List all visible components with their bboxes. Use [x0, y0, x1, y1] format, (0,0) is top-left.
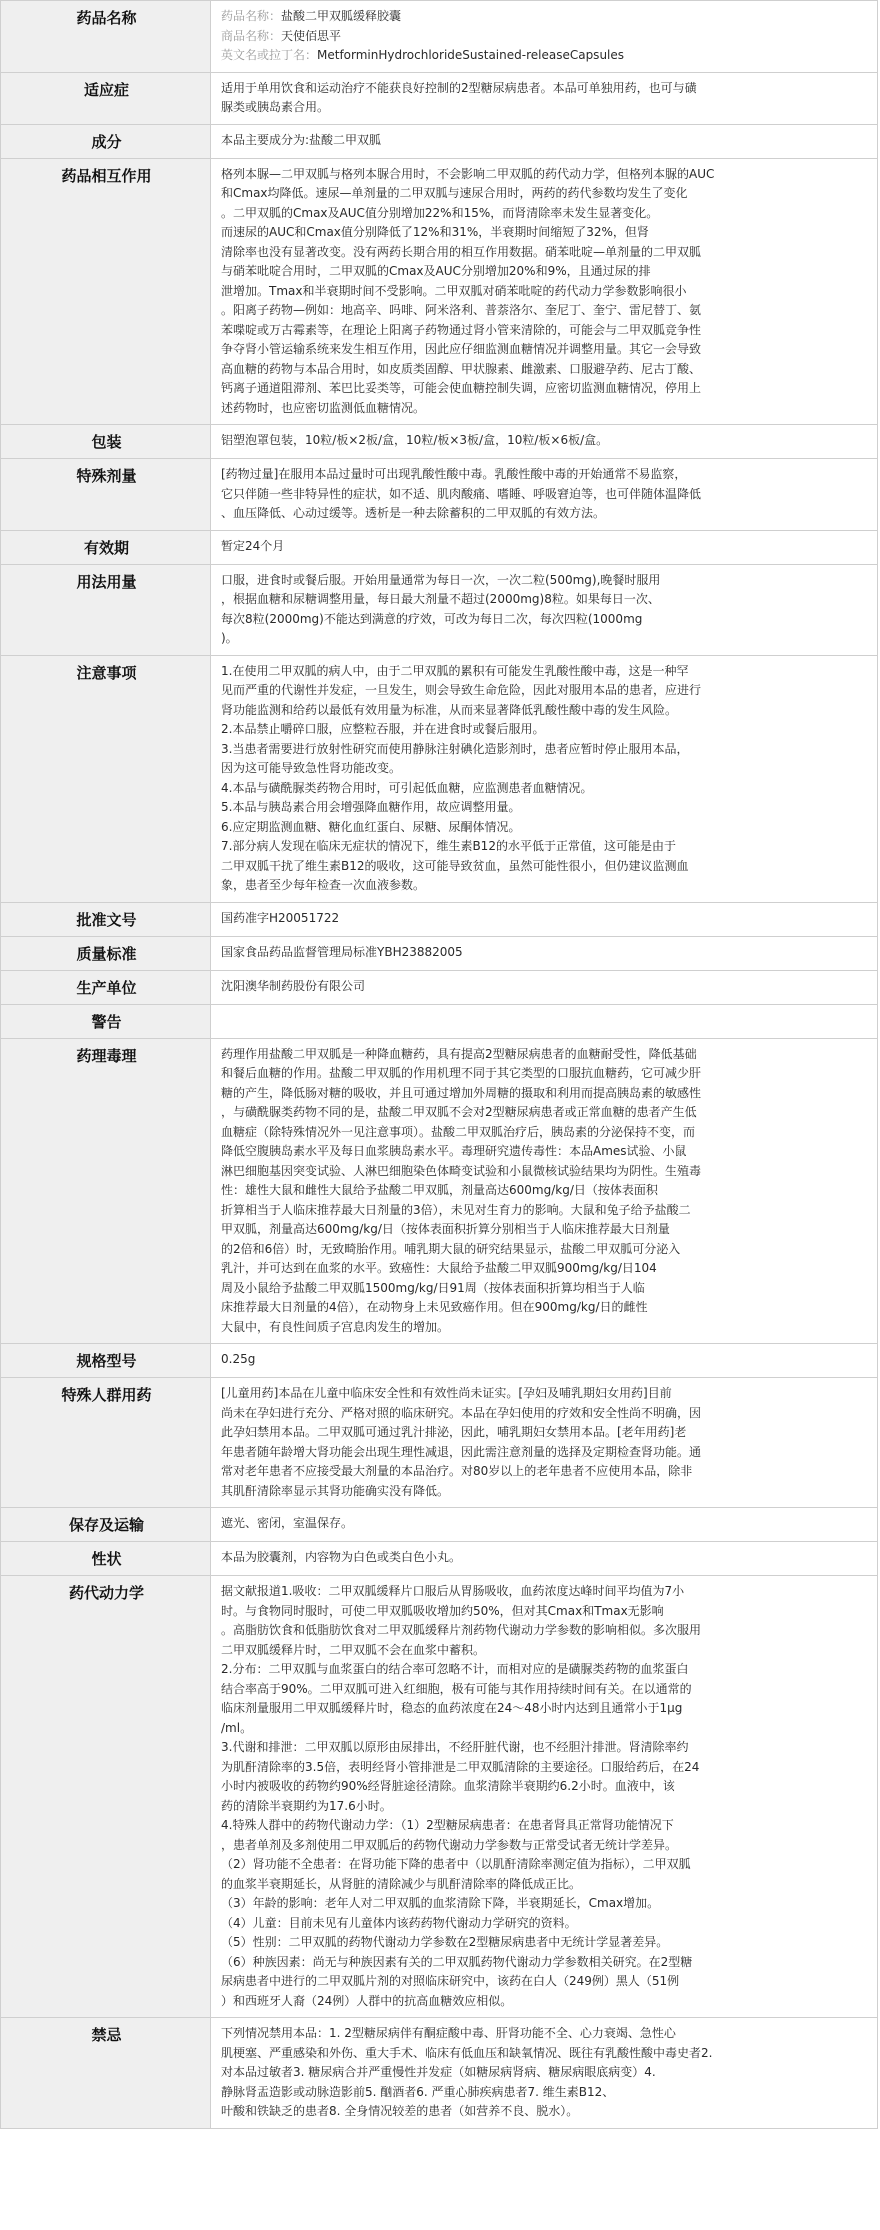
- row-value: [211, 936, 878, 970]
- field-value: 天使佰思平: [281, 28, 342, 43]
- text-line: )。: [221, 631, 238, 645]
- text-line: ，与磺酰脲类药物不同的是，盐酸二甲双胍不会对2型糖尿病患者或正常血糖的患者产生低: [221, 1105, 697, 1119]
- text-line: 。二甲双胍的Cmax及AUC值分别增加22%和15%，而肾清除率未发生显著变化。: [221, 205, 659, 220]
- row-label: 保存及运输: [1, 1508, 211, 1542]
- field-value: 盐酸二甲双胍缓释胶囊: [281, 9, 402, 23]
- text-line: 糖的产生，降低肠对糖的吸收，并且可通过增加外周糖的摄取和利用而提高胰岛素的敏感性: [221, 1085, 702, 1100]
- text-line: 性：雄性大鼠和雌性大鼠给予盐酸二甲双胍，剂量高达600mg/kg/日（按体表面积: [221, 1183, 658, 1197]
- text-line: [药物过量]在服用本品过量时可出现乳酸性酸中毒。乳酸性酸中毒的开始通常不易监察，: [221, 467, 687, 481]
- text-line: 、血压降低、心动过缓等。透析是一种去除蓄积的二甲双胍的有效方法。: [221, 506, 606, 520]
- text-line: 周及小鼠给予盐酸二甲双胍1500mg/kg/日91周（按体表面积折算均相当于人临: [221, 1280, 645, 1295]
- row-value: [211, 530, 878, 564]
- row-label: 质量标准: [1, 936, 211, 970]
- text-line: /ml。: [221, 1720, 253, 1735]
- row-label: 药品名称: [1, 1, 211, 73]
- text-line: （3）年龄的影响：老年人对二甲双胍的血浆清除下降，半衰期延长，Cmax增加。: [221, 1896, 660, 1910]
- row-warning: [1, 1004, 878, 1038]
- text-line: 国药准字H20051722: [221, 910, 340, 925]
- text-line: 对本品过敏者3. 糖尿病合并严重慢性并发症（如糖尿病肾病、糖尿病眼底病变）4.: [221, 2065, 656, 2079]
- text-line: 二甲双胍缓释片时，二甲双胍不会在血浆中蓄积。: [221, 1642, 486, 1657]
- text-line: （2）肾功能不全患者：在肾功能下降的患者中（以肌酐清除率测定值为指标），二甲双胍: [221, 1857, 691, 1871]
- row-label: 药代动力学: [1, 1576, 211, 2018]
- text-line: 因为这可能导致急性肾功能改变。: [221, 761, 402, 775]
- text-line: 钙离子通道阻滞剂、苯巴比妥类等，可能会使血糖控制失调，应密切监测血糖情况，停用上: [221, 381, 702, 395]
- row-label: 用法用量: [1, 564, 211, 655]
- text-line: 本品主要成分为:盐酸二甲双胍: [221, 132, 382, 147]
- row-value: [211, 1542, 878, 1576]
- row-ingredients: [1, 124, 878, 158]
- row-value: [211, 564, 878, 655]
- row-manufacturer: [1, 970, 878, 1004]
- text-line: 脲类或胰岛素合用。: [221, 100, 330, 114]
- text-line: 时。与食物同时服时，可使二甲双胍吸收增加约50%，但对其Cmax和Tmax无影响: [221, 1603, 664, 1618]
- text-line: 遮光、密闭，室温保存。: [221, 1516, 354, 1530]
- row-approval-number: [1, 902, 878, 936]
- row-label: 规格型号: [1, 1344, 211, 1378]
- text-line: 国家食品药品监督管理局标准YBH23882005: [221, 944, 463, 959]
- text-line: 述药物时，也应密切监测低血糖情况。: [221, 400, 426, 415]
- text-line: 尿病患者中进行的二甲双胍片剂的对照临床研究中，该药在白人（249例）黑人（51例: [221, 1974, 680, 1988]
- text-line: 。高脂肪饮食和低脂肪饮食对二甲双胍缓释片剂药物代谢动力学参数的影响相似。多次服用: [221, 1623, 702, 1637]
- row-value: [211, 655, 878, 902]
- row-value: [211, 1378, 878, 1508]
- text-line: 每次8粒(2000mg)不能达到满意的疗效，可改为每日二次，每次四粒(1000mg: [221, 611, 643, 626]
- text-line: 争夺肾小管运输系统来发生相互作用，因此应仔细监测血糖情况并调整用量。其它一会导致: [221, 342, 702, 356]
- row-label: 适应症: [1, 72, 211, 124]
- text-line: 乳汁，并可达到在血浆的水平。致癌性：大鼠给予盐酸二甲双胍900mg/kg/日104: [221, 1261, 657, 1275]
- text-line: 2.分布：二甲双胍与血浆蛋白的结合率可忽略不计，而相对应的是磺脲类药物的血浆蛋白: [221, 1662, 689, 1676]
- row-value: [211, 1508, 878, 1542]
- row-value: [211, 124, 878, 158]
- row-pharmacokinetics: [1, 1576, 878, 2018]
- row-label: 特殊剂量: [1, 459, 211, 531]
- row-indication: [1, 72, 878, 124]
- row-value: [211, 1038, 878, 1344]
- text-line: 和餐后血糖的作用。盐酸二甲双胍的作用机理不同于其它类型的口服抗血糖药，它可减少肝: [221, 1066, 702, 1080]
- text-line: 肌梗塞、严重感染和外伤、重大手术、临床有低血压和缺氧情况、既往有乳酸性酸中毒史者2.: [221, 2045, 713, 2060]
- row-value: [211, 158, 878, 425]
- text-line: 床推荐最大日剂量的4倍），在动物身上未见致癌作用。但在900mg/kg/日的雌性: [221, 1300, 648, 1314]
- row-special-populations: [1, 1378, 878, 1508]
- text-line: （5）性别：二甲双胍的药物代谢动力学参数在2型糖尿病患者中无统计学显著差异。: [221, 1935, 669, 1949]
- row-label: 警告: [1, 1004, 211, 1038]
- row-value: [211, 459, 878, 531]
- text-line: 为肌酐清除率的3.5倍，表明经肾小管排泄是二甲双胍清除的主要途径。口服给药后，在24: [221, 1759, 700, 1774]
- text-line: 7.部分病人发现在临床无症状的情况下，维生素B12的水平低于正常值，这可能是由于: [221, 839, 676, 853]
- row-special-dosage: [1, 459, 878, 531]
- text-line: 常对老年患者不应接受最大剂量的本品治疗。对80岁以上的老年患者不应使用本品，除非: [221, 1464, 693, 1478]
- field-key: 英文名或拉丁名：: [221, 48, 318, 62]
- row-label: 性状: [1, 1542, 211, 1576]
- row-value: [211, 1576, 878, 2018]
- text-line: 见而严重的代谢性并发症，一旦发生，则会导致生命危险，因此对服用本品的患者，应进行: [221, 683, 702, 697]
- text-line: 淋巴细胞基因突变试验、人淋巴细胞染色体畸变试验和小鼠微核试验结果均为阴性。生殖毒: [221, 1163, 702, 1178]
- row-label: 禁忌: [1, 2018, 211, 2129]
- text-line: [儿童用药]本品在儿童中临床安全性和有效性尚未证实。[孕妇及哺乳期妇女用药]目前: [221, 1386, 672, 1400]
- text-line: 。阳离子药物—例如：地高辛、吗啡、阿米洛利、普萘洛尔、奎尼丁、奎宁、雷尼替丁、氨: [221, 303, 702, 317]
- text-line: 而速尿的AUC和Cmax值分别降低了12%和31%，半衰期时间缩短了32%，但肾: [221, 225, 649, 239]
- text-line: 清除率也没有显著改变。没有两药长期合用的相互作用数据。硝苯吡啶—单剂量的二甲双胍: [221, 244, 702, 259]
- text-line: 药的清除半衰期约为17.6小时。: [221, 1798, 392, 1813]
- row-quality-standard: [1, 936, 878, 970]
- text-line: 结合率高于90%。二甲双胍可进入红细胞，极有可能与其作用持续时间有关。在以通常的: [221, 1681, 692, 1696]
- text-line: ，根据血糖和尿糖调整用量，每日最大剂量不超过(2000mg)8粒。如果每日一次、: [221, 592, 660, 606]
- text-line: 降低空腹胰岛素水平及每日血浆胰岛素水平。毒理研究遗传毒性：本品Ames试验、小鼠: [221, 1144, 687, 1158]
- text-line: 3.当患者需要进行放射性研究而使用静脉注射碘化造影剂时，患者应暂时停止服用本品，: [221, 741, 689, 756]
- row-label: 生产单位: [1, 970, 211, 1004]
- row-value: [211, 72, 878, 124]
- text-line: 6.应定期监测血糖、糖化血红蛋白、尿糖、尿酮体情况。: [221, 819, 521, 834]
- text-line: 年患者随年龄增大肾功能会出现生理性减退，因此需注意剂量的选择及定期检查肾功能。通: [221, 1444, 702, 1459]
- row-storage: [1, 1508, 878, 1542]
- row-value: [211, 1344, 878, 1378]
- row-value: [211, 970, 878, 1004]
- text-line: 苯喋啶或万古霉素等，在理论上阳离子药物通过肾小管来清除的，可能会与二甲双胍竞争性: [221, 322, 702, 337]
- row-name: [1, 1, 878, 73]
- text-line: 甲双胍，剂量高达600mg/kg/日（按体表面积折算分别相当于人临床推荐最大日剂量: [221, 1222, 670, 1236]
- text-line: 据文献报道1.吸收：二甲双胍缓释片口服后从胃肠吸收，血药浓度达峰时间平均值为7小: [221, 1584, 685, 1598]
- text-line: 下列情况禁用本品：1. 2型糖尿病伴有酮症酸中毒、肝肾功能不全、心力衰竭、急性心: [221, 2026, 676, 2040]
- text-line: 的2倍和6倍）时，无致畸胎作用。哺乳期大鼠的研究结果显示，盐酸二甲双胍可分泌入: [221, 1241, 681, 1256]
- text-line: 4.本品与磺酰脲类药物合用时，可引起低血糖，应监测患者血糖情况。: [221, 780, 593, 795]
- row-label: 批准文号: [1, 902, 211, 936]
- text-line: 3.代谢和排泄：二甲双胍以原形由尿排出，不经肝脏代谢，也不经胆汁排泄。肾清除率约: [221, 1740, 689, 1754]
- row-value: [211, 1004, 878, 1038]
- text-line: 口服，进食时或餐后服。开始用量通常为每日一次，一次二粒(500mg),晚餐时服用: [221, 572, 661, 587]
- text-line: 临床剂量服用二甲双胍缓释片时，稳态的血药浓度在24～48小时内达到且通常小于1μg: [221, 1701, 683, 1715]
- text-line: [221, 46, 869, 66]
- text-line: 折算相当于人临床推荐最大日剂量的3倍），未见对生育力的影响。大鼠和兔子给予盐酸二: [221, 1202, 691, 1217]
- text-line: 尚未在孕妇进行充分、严格对照的临床研究。本品在孕妇使用的疗效和安全性尚不明确，因: [221, 1405, 702, 1420]
- text-line: 5.本品与胰岛素合用会增强降血糖作用，故应调整用量。: [221, 800, 521, 814]
- text-line: 象，患者至少每年检查一次血液参数。: [221, 878, 426, 892]
- text-line: 高血糖的药物与本品合用时，如皮质类固醇、甲状腺素、雌激素、口服避孕药、尼古丁酸、: [221, 361, 702, 376]
- row-contraindications: [1, 2018, 878, 2129]
- text-line: 大鼠中，有良性间质子宫息肉发生的增加。: [221, 1319, 450, 1334]
- row-dosage: [1, 564, 878, 655]
- row-value: [211, 1, 878, 73]
- row-specification: [1, 1344, 878, 1378]
- text-line: 二甲双胍干扰了维生素B12的吸收，这可能导致贫血，虽然可能性很小，但仍建议监测血: [221, 858, 689, 873]
- field-value: MetforminHydrochlorideSustained-releaseCapsules: [317, 48, 625, 62]
- row-label: 注意事项: [1, 655, 211, 902]
- text-line: 其肌酐清除率显示其肾功能确实没有降低。: [221, 1483, 450, 1498]
- text-line: 血糖症（除特殊情况外一见注意事项）。盐酸二甲双胍治疗后，胰岛素的分泌保持不变，而: [221, 1124, 696, 1139]
- text-line: 和Cmax均降低。速尿—单剂量的二甲双胍与速尿合用时，两药的药代参数均发生了变化: [221, 186, 688, 200]
- field-key: 药品名称：: [221, 9, 282, 23]
- row-description: [1, 1542, 878, 1576]
- row-value: [211, 2018, 878, 2129]
- text-line: 此孕妇禁用本品。二甲双胍可通过乳汁排泌，因此，哺乳期妇女禁用本品。[老年用药]老: [221, 1425, 687, 1439]
- row-label: 成分: [1, 124, 211, 158]
- row-pharmacology: [1, 1038, 878, 1344]
- text-line: 药理作用盐酸二甲双胍是一种降血糖药，具有提高2型糖尿病患者的血糖耐受性，降低基础: [221, 1046, 697, 1061]
- text-line: 叶酸和铁缺乏的患者8. 全身情况较差的患者（如营养不良、脱水）。: [221, 2104, 579, 2118]
- row-label: 有效期: [1, 530, 211, 564]
- row-shelf-life: [1, 530, 878, 564]
- row-precautions: [1, 655, 878, 902]
- row-label: 药品相互作用: [1, 158, 211, 425]
- text-line: [221, 7, 869, 27]
- row-interactions: [1, 158, 878, 425]
- text-line: 0.25g: [221, 1352, 256, 1366]
- row-value: [211, 425, 878, 459]
- text-line: 适用于单用饮食和运动治疗不能获良好控制的2型糖尿病患者。本品可单独用药，也可与磺: [221, 80, 697, 95]
- text-line: 与硝苯吡啶合用时，二甲双胍的Cmax及AUC分别增加20%和9%，且通过尿的排: [221, 264, 651, 278]
- text-line: 暂定24个月: [221, 538, 285, 553]
- field-key: 商品名称：: [221, 28, 282, 43]
- text-line: 小时内被吸收的药物约90%经肾脏途径清除。血浆清除半衰期约6.2小时。血液中，该: [221, 1779, 675, 1793]
- drug-info-rows: [1, 1, 878, 2129]
- text-line: （4）儿童：目前未见有儿童体内该药药物代谢动力学研究的资料。: [221, 1915, 577, 1930]
- text-line: 2.本品禁止嚼碎口服，应整粒吞服，并在进食时或餐后服用。: [221, 722, 545, 736]
- text-line: 铝塑泡罩包装，10粒/板×2板/盒，10粒/板×3板/盒，10粒/板×6板/盒。: [221, 433, 609, 447]
- text-line: 沈阳澳华制药股份有限公司: [221, 978, 366, 993]
- text-line: 4.特殊人群中的药物代谢动力学：（1）2型糖尿病患者：在患者肾具正常肾功能情况下: [221, 1818, 674, 1832]
- text-line: ）和西班牙人裔（24例）人群中的抗高血糖效应相似。: [221, 1993, 513, 2008]
- row-label: 包装: [1, 425, 211, 459]
- text-line: 本品为胶囊剂，内容物为白色或类白色小丸。: [221, 1550, 462, 1564]
- text-line: [221, 27, 869, 47]
- row-package: [1, 425, 878, 459]
- text-line: 肾功能监测和给药以最低有效用量为标准，从而来显著降低乳酸性酸中毒的发生风险。: [221, 702, 678, 717]
- text-line: （6）种族因素：尚无与种族因素有关的二甲双胍药物代谢动力学参数相关研究。在2型糖: [221, 1954, 693, 1969]
- row-label: 特殊人群用药: [1, 1378, 211, 1508]
- text-line: ，患者单剂及多剂使用二甲双胍后的药物代谢动力学参数与正常受试者无统计学差异。: [221, 1837, 678, 1852]
- text-line: 它只伴随一些非特异性的症状，如不适、肌肉酸痛、嗜睡、呼吸窘迫等，也可伴随体温降低: [221, 486, 702, 501]
- row-label: 药理毒理: [1, 1038, 211, 1344]
- text-line: 1.在使用二甲双胍的病人中，由于二甲双胍的累积有可能发生乳酸性酸中毒，这是一种罕: [221, 663, 689, 678]
- text-line: 格列本脲—二甲双胍与格列本脲合用时，不会影响二甲双胍的药代动力学，但格列本脲的AUC: [221, 166, 715, 181]
- row-value: [211, 902, 878, 936]
- text-line: 的血浆半衰期延长，从肾脏的清除减少与肌酐清除率的降低成正比。: [221, 1876, 582, 1891]
- text-line: 静脉肾盂造影或动脉造影前5. 酗酒者6. 严重心肺疾病患者7. 维生素B12、: [221, 2084, 615, 2099]
- text-line: 泄增加。Tmax和半衰期时间不受影响。二甲双胍对硝苯吡啶的药代动力学参数影响很小: [221, 283, 687, 298]
